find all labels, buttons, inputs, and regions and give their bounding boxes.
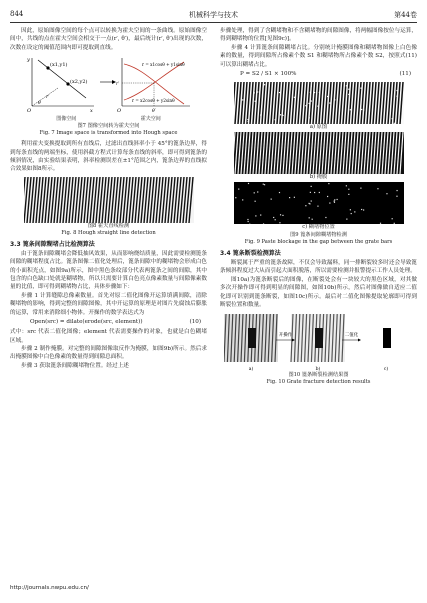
equation-10-explanation: 式中：src 代表二值化图像；element 代表需要操作的对象，也就是白色糊堵区域。 [10, 329, 207, 344]
figure-8-line-detection-image [24, 177, 194, 223]
figure-10-caption-en: Fig. 10 Grate fracture detection results [266, 379, 371, 386]
figure-9a-original-image [234, 82, 404, 124]
right-column [220, 27, 417, 386]
figure-10a-image [224, 314, 278, 362]
figure-8-caption-en: Fig. 8 Hough straight line detection [61, 229, 156, 236]
image-space-caption: 图像空间 [56, 116, 77, 123]
r-label: r [45, 94, 48, 101]
r-prime-label: r′ [115, 82, 119, 88]
figure-10-fracture-detection [224, 312, 414, 372]
step-2-paragraph: 步骤 2 制作掩膜。对完整的间隙图像取反作为掩膜，如图9b)所示。然后求出掩膜图像中白色像素的数量得到间隙总面积。 [10, 345, 207, 361]
eq1-label: r = x1cosθ + y1sinθ [141, 62, 185, 68]
figure-9a-label: a) 原图 [309, 124, 328, 131]
binarize-arrow-label: 二值化 [344, 333, 358, 339]
step-3-paragraph: 步骤 3 获取篦条间隙糊堵物位置。经过上述 [21, 362, 129, 369]
journal-title: 机械科学与技术 [189, 11, 238, 19]
figure-10a-label: a) [248, 367, 253, 373]
figure-8-caption-cn: 图8 霍夫直线检测 [87, 222, 130, 229]
image-space-plot [26, 57, 94, 114]
equation-11-body: P = S2 / S1 × 100% [240, 71, 297, 78]
page-number: 844 [10, 10, 24, 18]
figure-7-hough-diagram [24, 54, 194, 116]
fracture-method-paragraph: 图10a)为篦条断裂后的图像，在断裂处会有一块较大的黑色区域，对其做多次开操作即可得到明显的间隙图，如图10b)所示，然后对图像做自适应二值化即可识别到篦条断裂，如图10c)所示。最后对二值化图像提取轮廓即可得到断裂位置和数量。 [220, 276, 417, 309]
figure-9c-blockage-image [234, 182, 404, 224]
normal-r [32, 88, 58, 106]
equation-10 [10, 317, 207, 328]
figure-10b-label: b) [315, 367, 320, 373]
equation-11-number: (11) [399, 71, 411, 78]
hough-origin-label: O [116, 108, 121, 115]
section-3-3-heading: 3.3 篦条间隙糊堵占比检测算法 [10, 240, 95, 248]
running-header [10, 8, 417, 22]
figure-7-caption-en: Fig. 7 Image space is transformed into Hough space [39, 130, 178, 137]
left-column [10, 27, 207, 370]
footer-url: http://journals.nwpu.edu.cn/ [10, 585, 89, 591]
hough-space-plot [116, 58, 190, 114]
step-1-paragraph: 步骤 1 计算缝隙总像素数量。首先对原二值化图像开运算填满间隙，清除糊堵物的影响，得到完整的间隙图像，其中开运算的原理是对图片先腐蚀后膨胀的运算，常用来消除细小物体。开操作的数学表达式为 [10, 292, 207, 316]
section-3-4-heading: 3.4 篦条断裂检测算法 [220, 250, 281, 258]
x-label: x [89, 108, 93, 115]
step-4-paragraph: 步骤 4 计算篦条间隙糊堵占比。分别统计掩膜图像和糊堵物图像上白色像素的数量，得到间隙所占像素个数 S1 和糊堵物所占像素个数 S2，按照式(11)可以算出糊堵占比。 [220, 44, 417, 68]
eq2-label: r = x2cosθ + y2sinθ [131, 98, 175, 104]
intro-paragraph: 因此，原始图像空间的每个点可以转换为霍夫空间的一条曲线。原始图像空间中，共线的点在霍夫空间会相交于一点(r′, θ′)，最后统计(r′, θ′)出现的次数，次数在设定的阈值范围内即可提取到直线。 [10, 28, 207, 51]
figure-7-caption-cn: 图7 图像空间转为霍夫空间 [77, 123, 140, 130]
figure-9b-label: b) 掩膜 [309, 174, 328, 181]
figure-9b-mask-image [234, 132, 404, 174]
equation-10-body: Open(src) = dilate(erode(src, element)) [30, 319, 143, 326]
point-2-label: (x2,y2) [69, 79, 87, 86]
volume-label: 第44卷 [394, 11, 417, 19]
fracture-paragraph: 断裂属于严重的篦条故障，不仅会导致漏料，同一排断裂较多时还会导致篦条倾斜程度过大从而引起大面积脱落，所以需要检测并报警提示工作人员处理。 [220, 260, 417, 275]
header-divider [10, 22, 417, 23]
equation-10-number: (10) [189, 319, 201, 326]
continued-paragraph: 步骤处理，得到了含糊堵物和不含糊堵物的间隙图像，将两幅图像按位与运算，得到糊堵物的位置[见图9c)]。 [220, 28, 417, 43]
figure-9-caption-en: Fig. 9 Paste blockage in the gap between the grate bars [244, 239, 393, 246]
figure-10c-image [359, 314, 413, 362]
figure-10c-label: c) [383, 367, 388, 373]
equation-11 [220, 69, 417, 80]
figure-10b-image [291, 314, 345, 362]
open-arrow-label: 开操作 [278, 333, 292, 339]
hough-paragraph: 利用霍夫变换提取到所有直线后，过滤出直线斜率小于 45°的篦条边界，得到每条直线的两端坐标，使用斜截方程式计算每条直线的斜率，即可得到篦条的倾斜情况，由实验结果表明，斜率检测误差在±1°范围之内，篦条边界的直线拟合效果如图8所示。 [10, 141, 207, 173]
theta-label: θ [37, 101, 41, 107]
y-label: y [26, 57, 30, 64]
point-1-label: (x1,y1) [49, 62, 67, 69]
hough-space-caption: 霍夫空间 [140, 116, 161, 123]
figure-9-caption-cn: 图9 篦条间隙糊堵物检测 [290, 232, 347, 239]
theta-prime-label: θ′ [151, 109, 156, 115]
figure-10-caption-cn: 图10 篦条断裂检测结果图 [288, 372, 349, 379]
origin-label: O [26, 108, 31, 115]
blockage-paragraph: 由于篦条间隙糊堵会降低抽风效果，从而影响烧结质量，因此需要检测篦条间隙的糊堵程度占比。篦条图像二值化处理后，篦条间隙中的糊堵物会形成白色的小面积光点，如图9a)所示，图中黑色条纹部分代表两篦条之间的间隙，其中包含的白色缺口处就是糊堵物，所以只需要计算白色亮点像素数量与间隙像素数量的比值，即可得到糊堵物占比，具体步骤如下： [10, 250, 207, 291]
figure-9c-label: c) 糊堵物位置 [302, 224, 335, 231]
